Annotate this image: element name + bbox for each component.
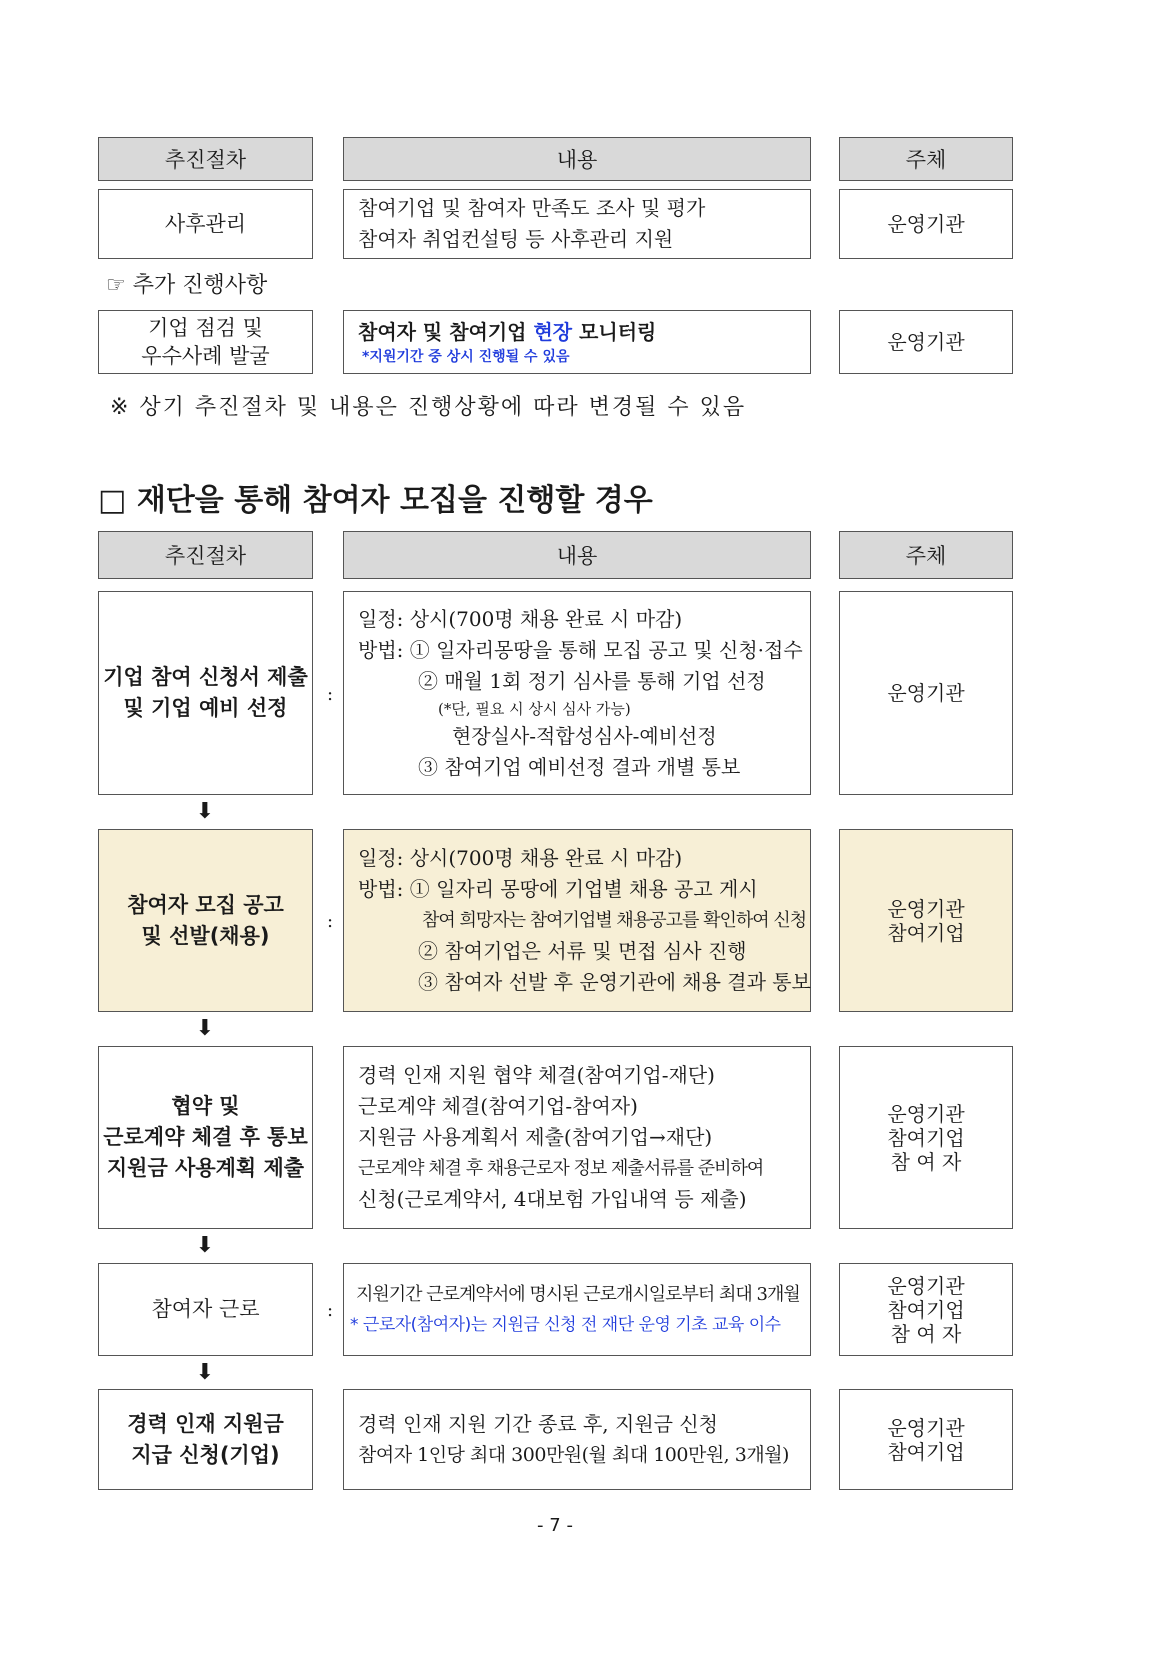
header-subject: 주체 [839, 531, 1013, 579]
subject-recruitment: 운영기관 참여기업 [839, 829, 1013, 1012]
step-work: 참여자 근로 [98, 1263, 313, 1356]
subject-subsidy-claim: 운영기관 참여기업 [839, 1389, 1013, 1490]
pointing-hand-icon: ☞ [106, 273, 126, 298]
content-line: 경력 인재 지원 협약 체결(참여기업-재단) [358, 1063, 715, 1087]
subject-work: 운영기관 참여기업 참 여 자 [839, 1263, 1013, 1356]
notice: ※ 상기 추진절차 및 내용은 진행상황에 따라 변경될 수 있음 [110, 395, 747, 420]
content-line: ② 참여기업은 서류 및 면접 심사 진행 [418, 939, 747, 963]
step-inspection: 기업 점검 및 우수사례 발굴 [98, 310, 313, 374]
content-line: 신청(근로계약서, 4대보험 가입내역 등 제출) [358, 1187, 747, 1211]
step-subsidy-claim: 경력 인재 지원금 지급 신청(기업) [98, 1389, 313, 1490]
content-line: 경력 인재 지원 기간 종료 후, 지원금 신청 [358, 1411, 718, 1436]
content-work [343, 1263, 811, 1356]
content-line: ② 매월 1회 정기 심사를 통해 기업 선정 [418, 668, 766, 693]
content-agreement [343, 1046, 811, 1229]
content-line: (*단, 필요 시 상시 심사 가능) [438, 699, 631, 718]
content-aftercare [343, 189, 811, 259]
header-step: 추진절차 [98, 531, 313, 579]
content-line: 지원금 사용계획서 제출(참여기업→재단) [358, 1125, 713, 1149]
subject-inspection: 운영기관 [839, 310, 1013, 374]
colon: : [327, 911, 334, 932]
content-line: * 근로자(참여자)는 지원금 신청 전 재단 운영 기초 교육 이수 [350, 1314, 781, 1335]
content-inspection: 참여자 및 참여기업 현장 모니터링 *지원기간 중 상시 진행될 수 있음 [343, 310, 811, 374]
content-line: 방법: ① 일자리 몽땅에 기업별 채용 공고 게시 [358, 877, 758, 901]
content-line: 참여자 1인당 최대 300만원(월 최대 100만원, 3개월) [358, 1443, 789, 1466]
content-line: 일정: 상시(700명 채용 완료 시 마감) [358, 606, 683, 631]
content-note: *지원기간 중 상시 진행될 수 있음 [362, 349, 570, 365]
step-aftercare: 사후관리 [98, 189, 313, 259]
content-subsidy-claim [343, 1389, 811, 1490]
arrow-down-icon: ⬇ [195, 799, 215, 824]
step-company-application: 기업 참여 신청서 제출 및 기업 예비 선정 [98, 591, 313, 795]
header-subject: 주체 [839, 137, 1013, 181]
step-agreement: 협약 및 근로계약 체결 후 통보 지원금 사용계획 제출 [98, 1046, 313, 1229]
checkbox-icon: □ [98, 483, 127, 518]
content-line: 참여기업 및 참여자 만족도 조사 및 평가 [358, 196, 706, 220]
subject-company-application: 운영기관 [839, 591, 1013, 795]
content-line: 현장실사-적합성심사-예비선정 [452, 723, 717, 748]
content-line: 방법: ① 일자리몽땅을 통해 모집 공고 및 신청·접수 [358, 637, 803, 662]
header-content: 내용 [343, 531, 811, 579]
colon: : [327, 1300, 334, 1321]
content-line: 근로계약 체결(참여기업-참여자) [358, 1094, 638, 1118]
content-line: 지원기간 근로계약서에 명시된 근로개시일로부터 최대 3개월 [356, 1283, 800, 1305]
subject-agreement: 운영기관 참여기업 참 여 자 [839, 1046, 1013, 1229]
section-title: □ 재단을 통해 참여자 모집을 진행할 경우 [98, 483, 653, 518]
content-line: 참여자 취업컨설팅 등 사후관리 지원 [358, 227, 674, 251]
header-step: 추진절차 [98, 137, 313, 181]
arrow-down-icon: ⬇ [195, 1233, 215, 1258]
content-line: 근로계약 체결 후 채용근로자 정보 제출서류를 준비하여 [358, 1158, 764, 1179]
extra-title: ☞ 추가 진행사항 [106, 273, 268, 298]
arrow-down-icon: ⬇ [195, 1016, 215, 1041]
page-number: - 7 - [537, 1515, 573, 1536]
step-recruitment: 참여자 모집 공고 및 선발(채용) [98, 829, 313, 1012]
content-line: 참여 희망자는 참여기업별 채용공고를 확인하여 신청 [422, 910, 807, 931]
content-line: 일정: 상시(700명 채용 완료 시 마감) [358, 846, 683, 870]
colon: : [327, 684, 334, 705]
arrow-down-icon: ⬇ [195, 1360, 215, 1385]
content-company-application [343, 591, 811, 795]
subject-aftercare: 운영기관 [839, 189, 1013, 259]
content-line: ③ 참여자 선발 후 운영기관에 채용 결과 통보 [418, 970, 811, 994]
header-content: 내용 [343, 137, 811, 181]
content-recruitment [343, 829, 811, 1012]
content-line: ③ 참여기업 예비선정 결과 개별 통보 [418, 754, 741, 779]
highlight-word: 현장 [533, 320, 573, 344]
